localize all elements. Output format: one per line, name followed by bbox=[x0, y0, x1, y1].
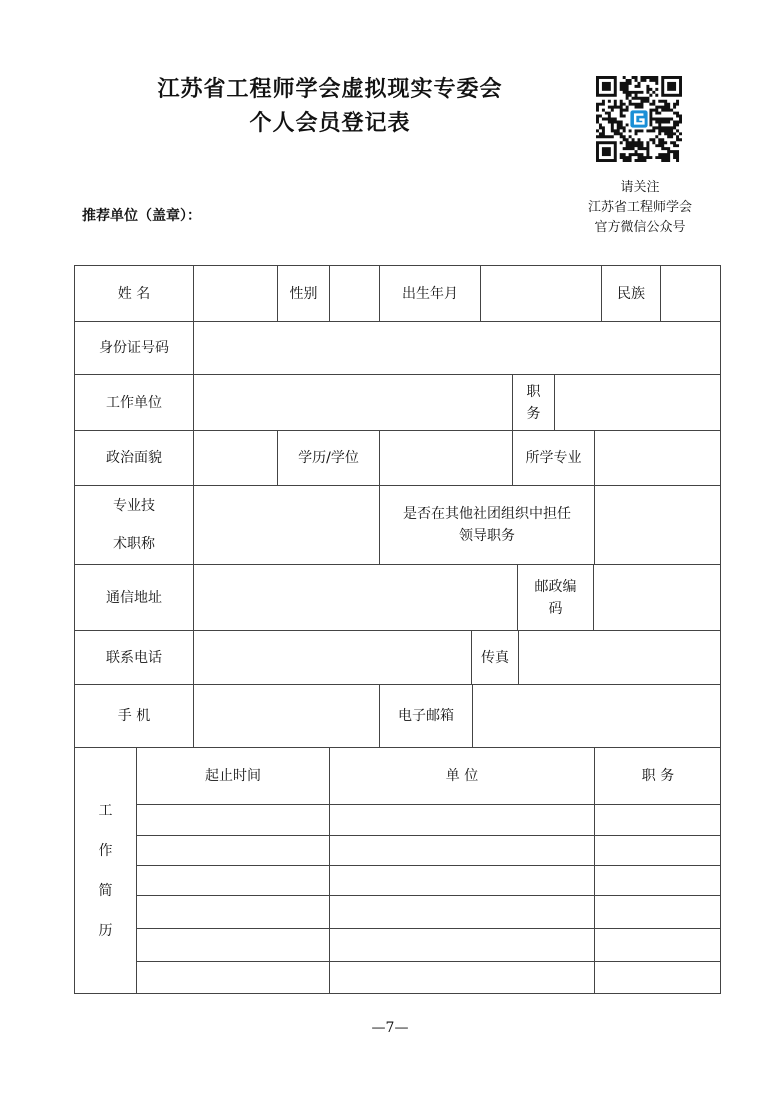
position-field[interactable] bbox=[554, 374, 721, 430]
resume-row-5-unit-field[interactable] bbox=[329, 928, 594, 961]
mobile-label: 手 机 bbox=[74, 684, 193, 747]
resume-row-6-unit-field[interactable] bbox=[329, 961, 594, 994]
id-number-label: 身份证号码 bbox=[74, 321, 193, 374]
mobile-field[interactable] bbox=[193, 684, 379, 747]
postcode-label bbox=[517, 564, 593, 630]
resume-row-6-duty-field[interactable] bbox=[594, 961, 721, 994]
tech-title-line-2: 术职称 bbox=[113, 536, 155, 552]
birth-field[interactable] bbox=[480, 265, 601, 321]
resume-header-period: 起止时间 bbox=[136, 747, 329, 804]
resume-row-4-unit-field[interactable] bbox=[329, 895, 594, 928]
position-label-line-1: 职 bbox=[526, 383, 541, 400]
work-unit-label: 工作单位 bbox=[74, 374, 193, 430]
postcode-line-2: 码 bbox=[548, 600, 563, 617]
email-label: 电子邮箱 bbox=[379, 684, 472, 747]
tech-title-line-1: 专业技 bbox=[113, 498, 155, 514]
recommend-unit bbox=[82, 205, 326, 225]
education-field[interactable] bbox=[379, 430, 512, 485]
address-label: 通信地址 bbox=[74, 564, 193, 630]
resume-header-duty: 职 务 bbox=[594, 747, 721, 804]
resume-char-2: 作 bbox=[98, 843, 113, 859]
work-resume-label bbox=[74, 747, 136, 994]
gender-label: 性别 bbox=[277, 265, 329, 321]
page-number: —7— bbox=[371, 1020, 409, 1036]
other-org-line-2: 领导职务 bbox=[459, 528, 515, 544]
ethnicity-label: 民族 bbox=[601, 265, 660, 321]
resume-char-1: 工 bbox=[98, 803, 113, 819]
resume-row-6-period-field[interactable] bbox=[136, 961, 329, 994]
resume-row-4-period-field[interactable] bbox=[136, 895, 329, 928]
qr-caption-3: 官方微信公众号 bbox=[594, 220, 686, 235]
resume-row-3-unit-field[interactable] bbox=[329, 865, 594, 895]
other-org-label bbox=[379, 485, 594, 564]
resume-header-unit: 单 位 bbox=[329, 747, 594, 804]
resume-row-3-duty-field[interactable] bbox=[594, 865, 721, 895]
email-field[interactable] bbox=[472, 684, 721, 747]
phone-field[interactable] bbox=[193, 630, 471, 684]
position-label bbox=[512, 374, 554, 430]
major-label: 所学专业 bbox=[512, 430, 594, 485]
resume-row-1-unit-field[interactable] bbox=[329, 804, 594, 835]
fax-field[interactable] bbox=[518, 630, 721, 684]
form-subtitle: 个人会员登记表 bbox=[249, 110, 411, 136]
political-label: 政治面貌 bbox=[74, 430, 193, 485]
resume-row-5-duty-field[interactable] bbox=[594, 928, 721, 961]
resume-row-4-duty-field[interactable] bbox=[594, 895, 721, 928]
political-field[interactable] bbox=[193, 430, 277, 485]
name-field[interactable] bbox=[193, 265, 277, 321]
recommend-unit-label: 推荐单位（盖章）： bbox=[82, 208, 201, 224]
tech-title-label bbox=[74, 485, 193, 564]
other-org-field[interactable] bbox=[594, 485, 721, 564]
postcode-field[interactable] bbox=[593, 564, 721, 630]
qr-caption-2: 江苏省工程师学会 bbox=[587, 200, 692, 215]
qr-code-icon bbox=[596, 76, 682, 162]
fax-label: 传真 bbox=[471, 630, 518, 684]
position-label-line-2: 务 bbox=[526, 405, 541, 422]
form-title: 江苏省工程师学会虚拟现实专委会 bbox=[157, 76, 503, 102]
resume-row-2-duty-field[interactable] bbox=[594, 835, 721, 865]
recommend-unit-field[interactable] bbox=[206, 208, 326, 224]
resume-row-2-unit-field[interactable] bbox=[329, 835, 594, 865]
id-number-field[interactable] bbox=[193, 321, 721, 374]
gender-field[interactable] bbox=[329, 265, 379, 321]
postcode-line-1: 邮政编 bbox=[534, 578, 577, 595]
education-label: 学历/学位 bbox=[277, 430, 379, 485]
birth-label: 出生年月 bbox=[379, 265, 480, 321]
ethnicity-field[interactable] bbox=[660, 265, 721, 321]
qr-caption-1: 请关注 bbox=[620, 180, 660, 195]
resume-row-1-period-field[interactable] bbox=[136, 804, 329, 835]
registration-form bbox=[74, 265, 721, 994]
major-field[interactable] bbox=[594, 430, 721, 485]
name-label: 姓 名 bbox=[74, 265, 193, 321]
tech-title-field[interactable] bbox=[193, 485, 379, 564]
work-unit-field[interactable] bbox=[193, 374, 512, 430]
resume-char-4: 历 bbox=[98, 923, 113, 939]
resume-char-3: 简 bbox=[98, 883, 113, 899]
resume-row-3-period-field[interactable] bbox=[136, 865, 329, 895]
resume-row-5-period-field[interactable] bbox=[136, 928, 329, 961]
resume-row-1-duty-field[interactable] bbox=[594, 804, 721, 835]
other-org-line-1: 是否在其他社团组织中担任 bbox=[403, 506, 571, 522]
address-field[interactable] bbox=[193, 564, 517, 630]
resume-row-2-period-field[interactable] bbox=[136, 835, 329, 865]
phone-label: 联系电话 bbox=[74, 630, 193, 684]
